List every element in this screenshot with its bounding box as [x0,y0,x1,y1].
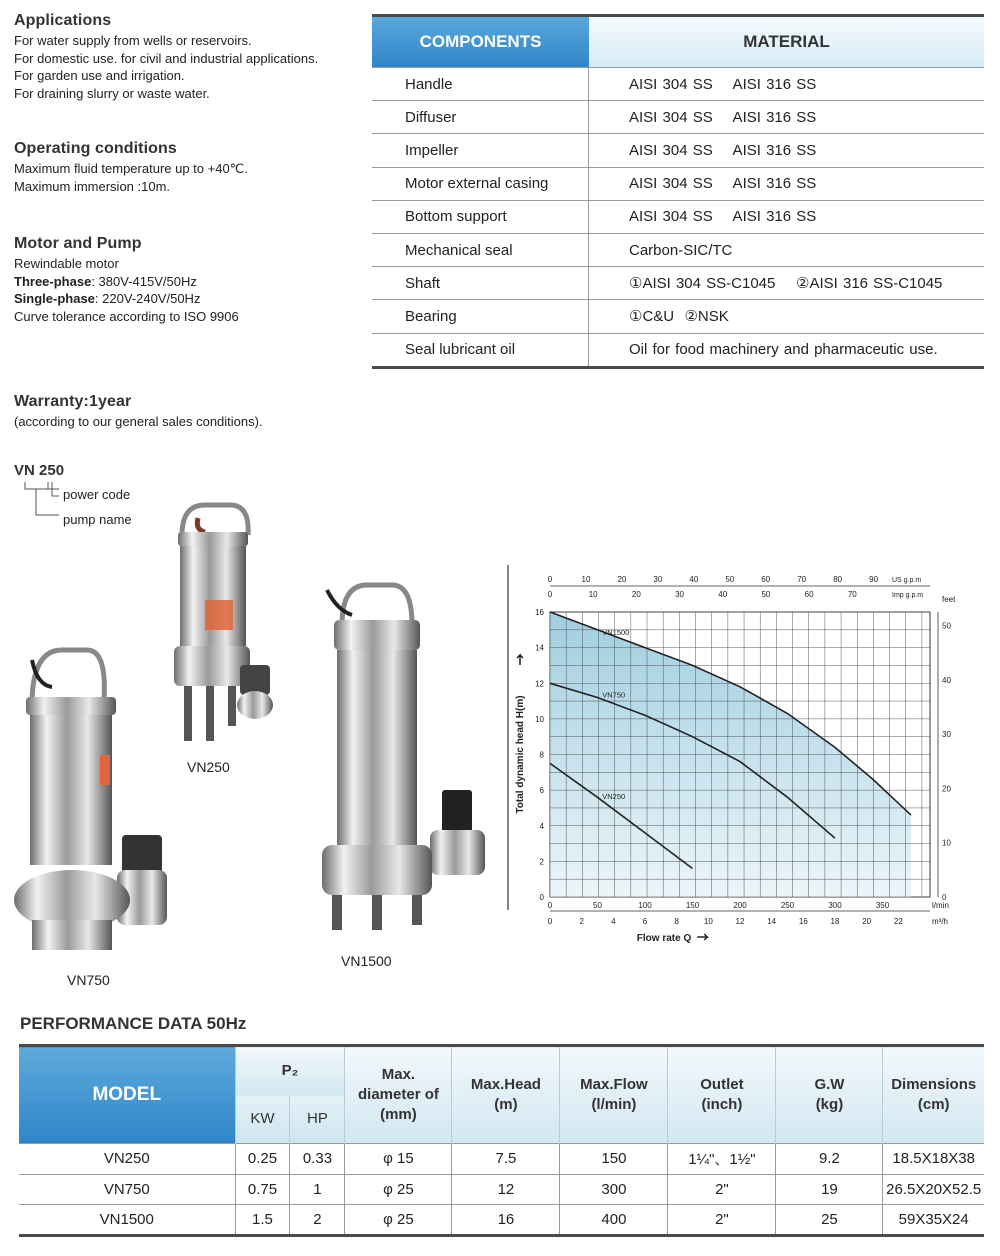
material-cell: AISI 304 SS AISI 316 SS [629,208,817,226]
y-axis-title: Total dynamic head H(m) [515,695,526,814]
performance-table [19,1044,984,1237]
head-header: Max.Head (m) [452,1046,560,1144]
y-tick-label: 10 [535,714,544,724]
kw-cell: 0.25 [235,1144,290,1175]
components-table [372,14,984,369]
material-cell: AISI 304 SS AISI 316 SS [629,75,817,93]
hp-cell: 1 [290,1174,345,1205]
hp-header: HP [290,1096,345,1144]
performance-curve-chart [505,555,965,950]
top2-tick-label: 60 [804,590,814,599]
top1-tick-label: 60 [761,575,771,584]
applications-line: For draining slurry or waste water. [14,85,210,101]
single-phase-value: : 220V-240V/50Hz [94,291,201,306]
table-row [372,333,984,366]
x2-tick-label: 0 [547,917,553,926]
x-tick-label: 250 [780,901,795,910]
operating-line: Maximum immersion :10m. [14,178,171,194]
component-cell: Seal lubricant oil [372,334,589,366]
outlet-cell: 2" [668,1205,776,1236]
x-axis-title: Flow rate Q [636,933,692,944]
top1-tick-label: 10 [581,575,591,584]
top2-tick-label: 30 [675,590,685,599]
y-tick-label: 12 [535,679,544,689]
applications-section [14,12,318,102]
feet-tick-label: 30 [942,730,951,740]
x2-tick-label: 8 [674,917,679,926]
x2-tick-label: 6 [642,917,648,926]
x-tick-label: 350 [875,901,890,910]
material-cell: AISI 304 SS AISI 316 SS [629,141,817,159]
warranty-section [14,393,263,431]
x-tick-label: 100 [638,901,652,910]
component-cell: Bearing [372,300,589,332]
dimensions-header: Dimensions (cm) [883,1046,984,1144]
diameter-cell: φ 25 [345,1174,452,1205]
material-cell: Oil for food machinery and pharmaceutic use. [629,341,938,359]
vn1500-label: VN1500 [341,953,392,969]
x2-tick-label: 20 [862,917,872,926]
top2-tick-label: 70 [847,590,857,599]
y-tick-label: 4 [539,821,544,831]
top1-tick-label: 70 [797,575,807,584]
x-unit-label: l/min [932,901,949,910]
x2-tick-label: 14 [767,917,777,926]
feet-tick-label: 20 [942,784,951,794]
head-cell: 16 [452,1205,560,1236]
x-tick-label: 200 [733,901,747,910]
component-cell: Shaft [372,267,589,299]
diameter-cell: φ 15 [345,1144,452,1175]
components-header-label: COMPONENTS [372,17,589,67]
top1-tick-label: 50 [725,575,735,584]
component-cell: Impeller [372,134,589,166]
x-axis-arrow-icon [697,934,707,940]
motor-line: Rewindable motor [14,256,119,271]
x2-tick-label: 22 [893,917,903,926]
applications-line: For garden use and irrigation. [14,68,185,83]
table-row [19,1144,984,1175]
component-cell: Diffuser [372,101,589,133]
x2-tick-label: 12 [735,917,745,926]
single-phase-label: Single-phase [14,291,95,306]
hp-cell: 2 [290,1205,345,1236]
applications-line: For water supply from wells or reservoirs. [14,33,252,48]
y-tick-label: 14 [535,643,544,653]
x-tick-label: 150 [685,901,700,910]
head-cell: 12 [452,1174,560,1205]
flow-header: Max.Flow (l/min) [560,1046,668,1144]
feet-tick-label: 50 [942,621,951,631]
vn250-label: VN250 [187,759,230,775]
table-row [372,167,984,200]
top1-tick-label: 80 [833,575,843,584]
three-phase-label: Three-phase [14,273,92,289]
diameter-header: Max. diameter of (mm) [345,1046,452,1144]
p2-header: P₂ [235,1046,345,1096]
material-cell: Carbon-SIC/TC [629,241,733,259]
table-row [372,299,984,332]
applications-line: For domestic use. for civil and industrial applications. [14,50,319,66]
three-phase-line [14,273,239,291]
table-row [19,1205,984,1236]
material-cell: AISI 304 SS AISI 316 SS [629,175,817,193]
top2-tick-label: 0 [547,590,553,599]
pump-name-label: pump name [63,512,132,527]
y-tick-label: 16 [535,608,544,617]
vn750-label: VN750 [67,972,110,988]
top1-unit-label: US g.p.m [892,577,922,584]
top2-tick-label: 10 [588,590,598,599]
component-cell: Bottom support [372,201,589,233]
flow-cell: 400 [560,1205,668,1236]
top2-unit-label: Imp g.p.m [892,592,924,599]
motor-title: Motor and Pump [14,235,142,252]
material-header-label: MATERIAL [589,17,984,67]
feet-tick-label: 0 [942,893,947,902]
y-axis-arrow-icon [517,655,523,665]
single-phase-line [14,290,239,308]
flow-cell: 300 [560,1174,668,1205]
outlet-header: Outlet (inch) [668,1046,776,1144]
x2-tick-label: 4 [611,917,616,926]
x2-tick-label: 16 [798,917,808,926]
top1-tick-label: 30 [653,575,663,584]
gw-cell: 9.2 [776,1144,883,1175]
dimensions-cell: 59X35X24 [883,1205,984,1236]
diameter-cell: φ 25 [345,1205,452,1236]
y-tick-label: 2 [539,857,544,867]
feet-tick-label: 10 [942,838,951,848]
motor-section [14,235,239,325]
gw-header: G.W (kg) [776,1046,883,1144]
top1-tick-label: 0 [547,575,553,584]
top2-tick-label: 40 [718,590,728,599]
series-label-vn750: VN750 [602,690,626,700]
table-row [372,100,984,133]
operating-section [14,140,248,195]
x-tick-label: 50 [593,901,602,910]
feet-tick-label: 40 [942,675,951,685]
feet-unit-label: feet [942,595,956,604]
x2-tick-label: 2 [579,917,584,926]
model-cell: VN750 [19,1174,235,1205]
material-cell: ①C&U ②NSK [629,308,729,326]
series-label-vn1500: VN1500 [602,628,630,638]
warranty-note: (according to our general sales conditions). [14,414,263,429]
dimensions-cell: 18.5X18X38 [883,1144,984,1175]
vn1500-pump-image [312,580,492,935]
y-tick-label: 0 [539,893,544,902]
y-tick-label: 6 [539,786,544,796]
outlet-cell: 2" [668,1174,776,1205]
model-cell: VN1500 [19,1205,235,1236]
kw-header: KW [235,1096,290,1144]
gw-cell: 25 [776,1205,883,1236]
x-tick-label: 0 [547,901,553,910]
table-row [372,233,984,266]
performance-title: PERFORMANCE DATA 50Hz [20,1014,247,1033]
material-cell: ①AISI 304 SS-C1045 ②AISI 316 SS-C1045 [629,275,943,293]
components-header [372,17,984,67]
y-tick-label: 8 [539,750,544,760]
operating-title: Operating conditions [14,140,177,157]
vn750-pump-image [12,645,172,955]
kw-cell: 0.75 [235,1174,290,1205]
operating-line: Maximum fluid temperature up to +40℃. [14,161,248,176]
component-cell: Mechanical seal [372,234,589,266]
table-row [19,1174,984,1205]
x2-unit-label: m³/h [932,917,948,926]
outlet-cell: 1¼"、1½" [668,1144,776,1175]
top2-tick-label: 20 [631,590,641,599]
model-header: MODEL [19,1046,235,1144]
model-cell: VN250 [19,1144,235,1175]
model-code: VN 250 [14,462,65,479]
material-cell: AISI 304 SS AISI 316 SS [629,108,817,126]
head-cell: 7.5 [452,1144,560,1175]
hp-cell: 0.33 [290,1144,345,1175]
top1-tick-label: 90 [869,575,879,584]
three-phase-value: : 380V-415V/50Hz [91,273,197,289]
flow-cell: 150 [560,1144,668,1175]
series-label-vn250: VN250 [602,792,626,802]
x-tick-label: 300 [828,901,842,910]
warranty-title: Warranty:1year [14,393,132,410]
component-cell: Motor external casing [372,168,589,200]
motor-line: Curve tolerance according to ISO 9906 [14,308,239,324]
x2-tick-label: 10 [703,917,713,926]
vn250-pump-image [160,500,285,750]
applications-title: Applications [14,12,112,29]
x2-tick-label: 18 [830,917,840,926]
table-row [372,266,984,299]
top1-tick-label: 40 [689,575,699,584]
component-cell: Handle [372,68,589,100]
top2-tick-label: 50 [761,590,771,599]
kw-cell: 1.5 [235,1205,290,1236]
table-row [372,200,984,233]
table-row [372,133,984,166]
power-code-label: power code [63,487,131,502]
dimensions-cell: 26.5X20X52.5 [883,1174,984,1205]
top1-tick-label: 20 [617,575,627,584]
table-row [372,67,984,100]
gw-cell: 19 [776,1174,883,1205]
